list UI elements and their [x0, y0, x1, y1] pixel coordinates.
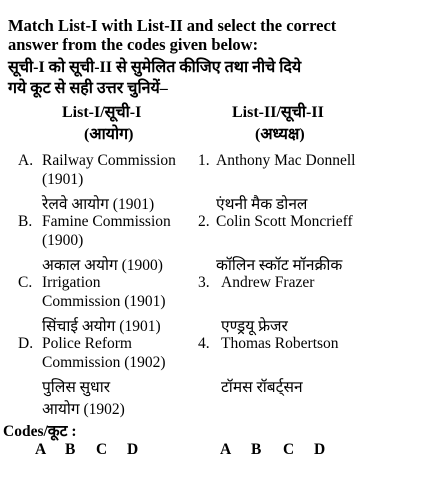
list1-letter: C.	[18, 274, 33, 291]
list1-item-en: Railway Commission	[42, 152, 176, 169]
list1-subheader: (आयोग)	[84, 126, 134, 143]
list1-item-hi-cont: आयोग (1902)	[42, 401, 125, 418]
list1-item-en-cont: Commission (1901)	[42, 293, 166, 310]
list1-item-en: Police Reform	[42, 335, 132, 352]
list1-item-hi: रेलवे आयोग (1901)	[42, 196, 155, 213]
codes-header-left-c: C	[96, 441, 108, 458]
list2-subheader: (अध्यक्ष)	[255, 126, 305, 143]
list1-letter: D.	[18, 335, 34, 352]
list1-item-en: Famine Commission	[42, 213, 171, 230]
list2-number: 3.	[198, 274, 210, 291]
codes-header-right-c: C	[283, 441, 295, 458]
list1-item-hi: पुलिस सुधार	[42, 379, 111, 396]
list1-letter: A.	[18, 152, 34, 169]
list1-item-en-cont: (1900)	[42, 232, 84, 249]
list2-item-en: Colin Scott Moncrieff	[216, 213, 353, 230]
codes-header-right-a: A	[220, 441, 232, 458]
list2-item-hi: कॉलिन स्कॉट मॉनक्रीक	[216, 257, 343, 274]
list1-item-en-cont: Commission (1902)	[42, 354, 166, 371]
list2-number: 2.	[198, 213, 210, 230]
list1-item-hi: अकाल अयोग (1900)	[42, 257, 163, 274]
list2-item-hi: एंथनी मैक डोनल	[216, 196, 308, 213]
question-hindi-line-1: सूची-I को सूची-II से सुमेलित कीजिए तथा नीचे दिये	[8, 59, 302, 76]
list2-item-hi: टॉमस रॉबर्ट्सन	[221, 379, 303, 396]
list1-item-en-cont: (1901)	[42, 171, 84, 188]
list2-item-hi: एण्ड्रयू फ्रेजर	[221, 318, 288, 335]
codes-header-left-b: B	[65, 441, 76, 458]
list2-item-en: Anthony Mac Donnell	[216, 152, 356, 169]
list2-header: List-II/सूची-II	[232, 104, 324, 121]
codes-label: Codes/कूट :	[3, 423, 77, 440]
question-line-1: Match List-I with List-II and select the correct	[8, 16, 337, 35]
list1-header: List-I/सूची-I	[62, 104, 142, 121]
codes-header-left-a: A	[35, 441, 47, 458]
codes-header-right-b: B	[251, 441, 262, 458]
question-hindi-line-2: गये कूट से सही उत्तर चुनियें–	[8, 80, 168, 97]
list2-item-en: Thomas Robertson	[221, 335, 339, 352]
codes-header-right-d: D	[314, 441, 326, 458]
codes-header-left-d: D	[127, 441, 139, 458]
list2-number: 4.	[198, 335, 210, 352]
list2-number: 1.	[198, 152, 210, 169]
list1-letter: B.	[18, 213, 33, 230]
list1-item-hi: सिंचाई अयोग (1901)	[42, 318, 161, 335]
list2-item-en: Andrew Frazer	[221, 274, 315, 291]
list1-item-en: Irrigation	[42, 274, 101, 291]
question-line-2: answer from the codes given below:	[8, 35, 259, 54]
